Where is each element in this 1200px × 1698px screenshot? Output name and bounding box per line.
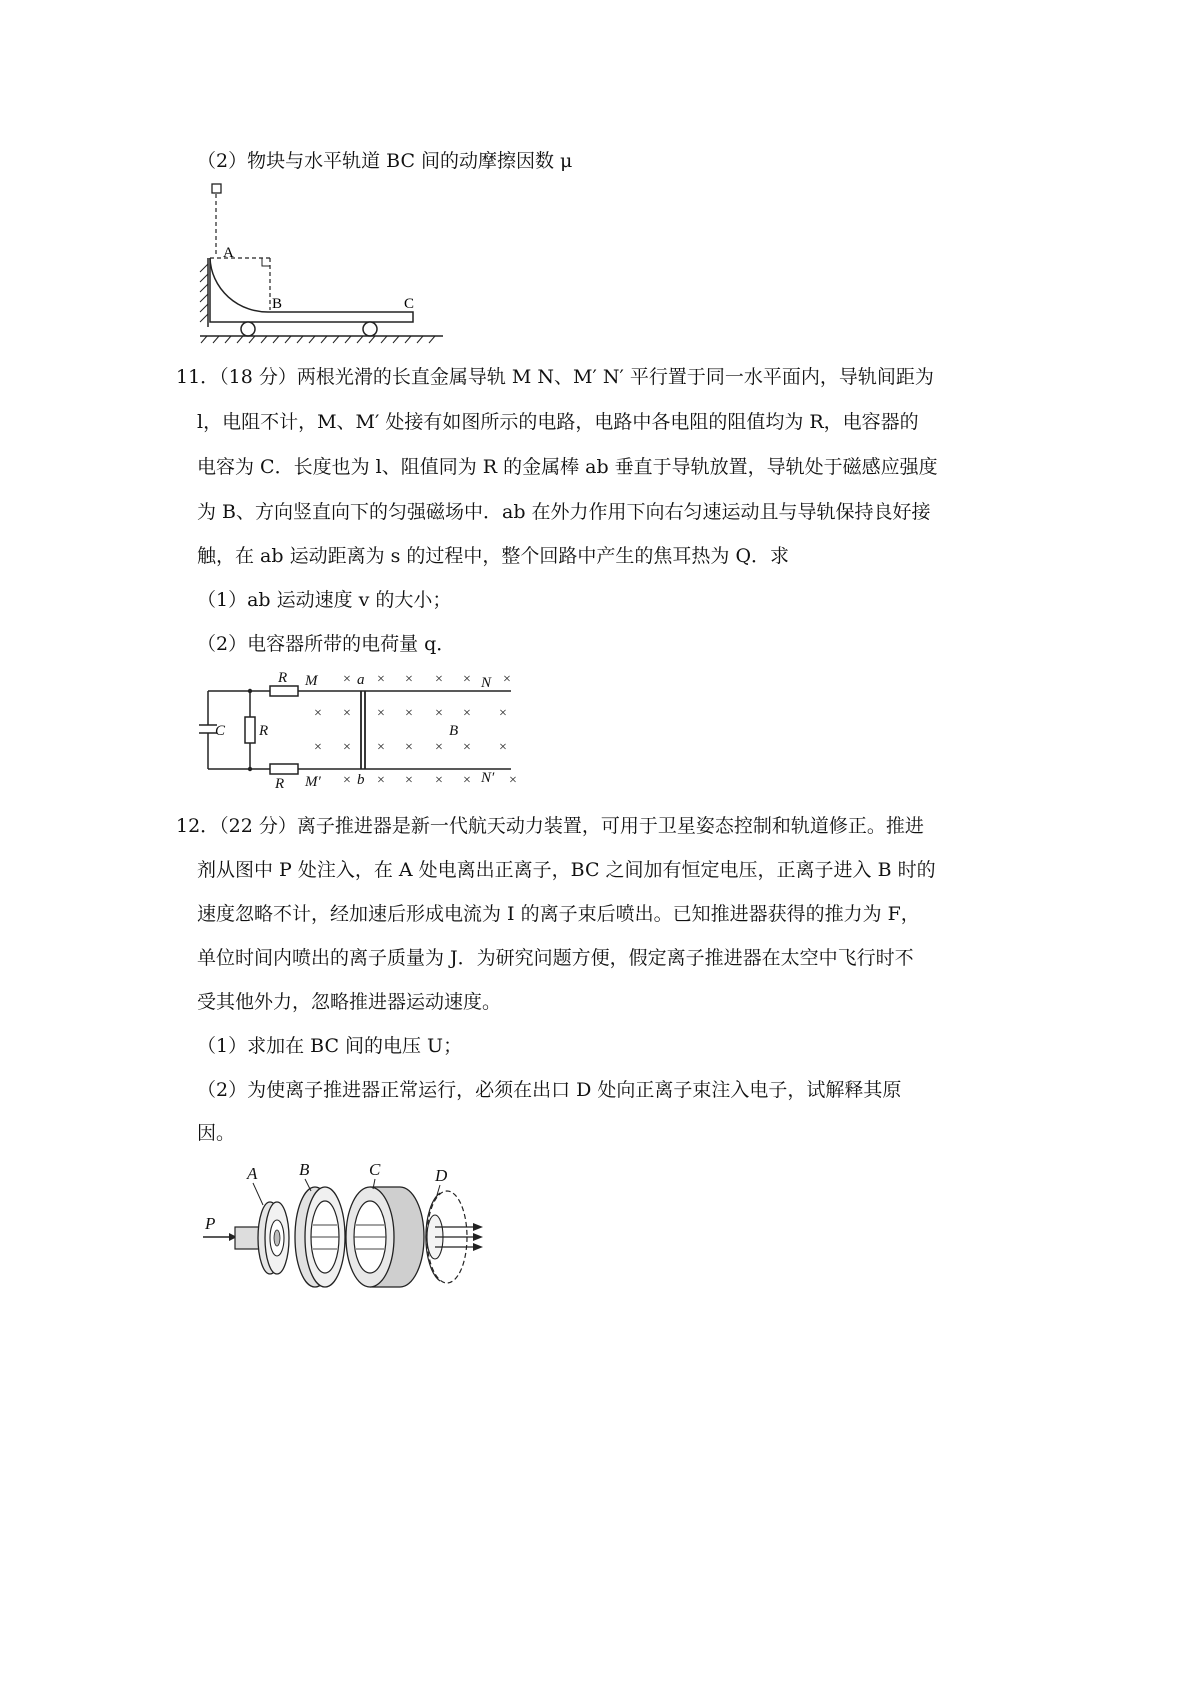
svg-text:×: × bbox=[314, 740, 322, 755]
svg-text:×: × bbox=[499, 706, 507, 721]
svg-text:×: × bbox=[405, 672, 413, 687]
svg-text:×: × bbox=[463, 773, 471, 788]
q11-line-1: 11．（18 分）两根光滑的长直金属导轨 M N、M′ N′ 平行置于同一水平面内，导轨间距为 bbox=[176, 366, 934, 388]
label-N-prime: N′ bbox=[481, 770, 495, 786]
svg-text:×: × bbox=[463, 706, 471, 721]
svg-text:×: × bbox=[503, 672, 511, 687]
svg-text:×: × bbox=[343, 773, 351, 788]
q12-part2-line-1: （2）为使离子推进器正常运行，必须在出口 D 处向正离子束注入电子，试解释其原 bbox=[197, 1079, 902, 1101]
svg-text:×: × bbox=[377, 740, 385, 755]
svg-text:×: × bbox=[405, 706, 413, 721]
label-R-bot: R bbox=[275, 776, 285, 790]
label-D: D bbox=[435, 1166, 448, 1185]
q12-line-1: 12．（22 分）离子推进器是新一代航天动力装置，可用于卫星姿态控制和轨道修正。推进 bbox=[176, 815, 924, 837]
svg-text:×: × bbox=[314, 706, 322, 721]
svg-text:×: × bbox=[377, 672, 385, 687]
q11-line-5: 触，在 ab 运动距离为 s 的过程中，整个回路中产生的焦耳热为 Q．求 bbox=[197, 545, 790, 567]
q11-part2: （2）电容器所带的电荷量 q． bbox=[197, 633, 456, 655]
svg-text:×: × bbox=[405, 740, 413, 755]
label-A: A bbox=[223, 245, 234, 261]
label-C: C bbox=[369, 1160, 381, 1179]
svg-text:×: × bbox=[435, 773, 443, 788]
label-M-prime: M′ bbox=[305, 774, 321, 790]
svg-text:×: × bbox=[343, 740, 351, 755]
label-M: M bbox=[305, 673, 318, 689]
svg-text:×: × bbox=[435, 672, 443, 687]
svg-text:×: × bbox=[343, 706, 351, 721]
svg-text:×: × bbox=[435, 740, 443, 755]
svg-text:×: × bbox=[499, 740, 507, 755]
ion-thruster-figure bbox=[195, 1155, 495, 1300]
label-P: P bbox=[205, 1214, 216, 1233]
svg-text:×: × bbox=[405, 773, 413, 788]
label-b: b bbox=[357, 772, 365, 788]
label-a: a bbox=[357, 672, 365, 688]
q12-line-4: 单位时间内喷出的离子质量为 J．为研究问题方便，假定离子推进器在太空中飞行时不 bbox=[197, 947, 914, 969]
svg-text:×: × bbox=[377, 773, 385, 788]
q12-part2-line-2: 因。 bbox=[197, 1122, 236, 1144]
q10-part2: （2）物块与水平轨道 BC 间的动摩擦因数 μ bbox=[197, 150, 573, 172]
label-R-mid: R bbox=[259, 723, 269, 739]
svg-text:×: × bbox=[435, 706, 443, 721]
track-figure bbox=[185, 180, 445, 345]
q12-line-5: 受其他外力，忽略推进器运动速度。 bbox=[197, 991, 502, 1013]
circuit-figure bbox=[195, 665, 525, 790]
q11-line-3: 电容为 C．长度也为 l、阻值同为 R 的金属棒 ab 垂直于导轨放置，导轨处于磁感应强度 bbox=[197, 456, 938, 478]
label-A: A bbox=[247, 1164, 258, 1183]
label-B: B bbox=[299, 1160, 310, 1179]
svg-text:×: × bbox=[463, 672, 471, 687]
label-R-top: R bbox=[278, 670, 288, 686]
label-C: C bbox=[215, 723, 226, 739]
label-B: B bbox=[272, 296, 283, 312]
q11-line-2: l，电阻不计，M、M′ 处接有如图所示的电路，电路中各电阻的阻值均为 R，电容器的 bbox=[197, 411, 919, 433]
q11-part1: （1）ab 运动速度 v 的大小； bbox=[197, 589, 452, 611]
svg-text:×: × bbox=[509, 773, 517, 788]
q12-line-2: 剂从图中 P 处注入，在 A 处电离出正离子，BC 之间加有恒定电压，正离子进入 B 时的 bbox=[197, 859, 936, 881]
label-N: N bbox=[481, 675, 492, 691]
q11-line-4: 为 B、方向竖直向下的匀强磁场中．ab 在外力作用下向右匀速运动且与导轨保持良好接 bbox=[197, 501, 931, 523]
svg-text:×: × bbox=[463, 740, 471, 755]
label-B-field: B bbox=[449, 723, 459, 739]
q12-line-3: 速度忽略不计，经加速后形成电流为 I 的离子束后喷出。已知推进器获得的推力为 F， bbox=[197, 903, 920, 925]
svg-text:×: × bbox=[343, 672, 351, 687]
label-C: C bbox=[404, 296, 415, 312]
svg-text:×: × bbox=[377, 706, 385, 721]
q12-part1: （1）求加在 BC 间的电压 U； bbox=[197, 1035, 463, 1057]
